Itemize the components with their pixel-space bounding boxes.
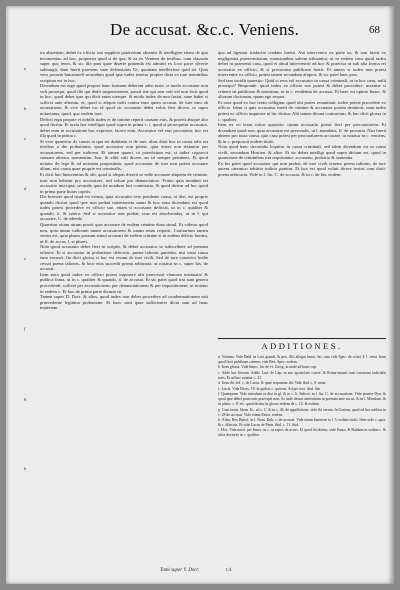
paragraph: Et dicit hoc Innocentius & alii, quod si aliquis dixerit se velle accusare aliquem de crimine, tunc non habetur pro accusatore, sed solum pro denunciatore. Primo quia nondum est accusatio inscripta; secundo quia ita nondum fuit contestatio, & quod dicitur ad hoc quod in prima parte huius capitis. (40, 172, 208, 194)
paragraph: Dic breviter quod istud est verum, quia accusatio vero pendente causa, ut dixi, est proprie quando dicitur quod ipse non probat intentionem suam & hoc casu dicendum est quod iudex potest procedere ex officio suo, etiam si accusator deficiat, ut in c. qualiter & quando, ii. & cetera. Sed si accusator non probat, reus est absolvendus, ut in l. qui accusare, C. de edendo. (40, 194, 208, 222)
margin-mark: h (24, 466, 27, 471)
page-header (6, 20, 394, 48)
paragraph: Tamen super D. Doct. & alios, quod iudex non debet procedere ad condemnationem nisi praecedente legitima probatione. Et haec sunt quae sufficienter dicta sunt ad hanc materiam. (40, 294, 208, 311)
marginal-notes (24, 66, 36, 526)
addition-text: Item glossa. Vide Innoc. hic de vi. Giorg. in inale ad hunc cap. (221, 365, 317, 370)
addition-item (218, 418, 386, 428)
addition-letter: h (218, 418, 220, 423)
margin-mark: c (24, 136, 26, 141)
addition-text: Cum iustis. Idem. Ec. ad c. C. & in c. 46. de appellatione. vide ibi verum. In Gratian. quod ad hoc additur in c. 28 de accusat. Vide etiam Panor. eodem. (218, 407, 386, 417)
addition-text: Lucia. Vide Decis. 19. in quibus c. quirens. Ad per text. ibid. Sin. (221, 386, 321, 391)
addition-item (218, 392, 386, 407)
addition-letter: g (218, 407, 220, 412)
left-text-column (40, 50, 208, 311)
paragraph: Nota quod haec decretalis loquitur in causa criminali, sed idem dicendum est in causa civili, secundum Hostien. & alios. Et sic debet intelligi quod supra dictum est, quod in quaestione de criminibus tria requiruntur: accusatio, probatio & sententia. (218, 144, 386, 161)
signature-mark: t 4 (226, 568, 232, 573)
running-head: De accusat. &c.c. Veniens. (110, 20, 300, 39)
additions-heading: ADDITIONES. (261, 341, 343, 351)
addition-letter: f (218, 392, 220, 397)
margin-mark: e (24, 256, 26, 261)
addition-item (218, 408, 386, 418)
addition-item (218, 381, 386, 386)
paragraph: tra absentem, debet ex officio suo supplere praeterium absentis & intelligere etiam de quo incomentur, ad hoc, propterea quod si de qua, & ea ex Veniens de testibus. cum clausula super quo tenet, & sic illa pars quae diserte ponenda est admitti ex loco parte diverte subiungit, dum fuerit praesens suae defensionis Ut, quoniam intellexisse quid sit. Quia vero possent huiusmodi secundum quod ipse iudex tenetur propter dicta ex iure nominibus scriptum est in hoc. (40, 50, 208, 83)
book-page (6, 6, 394, 584)
addition-letter: e (218, 386, 220, 391)
addition-item (218, 428, 386, 438)
paragraph: Deficit ergo proprie et nobilis iudex et de ratione reperit causam eius, & poterit absque alio quod dicitur. Et iuxta hoc intelligas quod supra in prima c. i. quod si prosequitur accusator, debet eum in accusatione hoc expresse, facere eum. Accusator vel eius procurator, hoc est illa quod in prima c. (40, 116, 208, 139)
margin-mark: g (24, 396, 27, 401)
addition-item (218, 355, 386, 365)
paragraph: Item nota quod iudex ex officio potest inquirere ubi praecessit clamosa insinuatio & publica fama, ut in c. qualiter & quando, ii. de accusat. Et sic patet quod tria sunt genera procedendi, scilicet per accusationem, per denunciationem & per inquisitionem, ut notatur in eodem c. Et hoc de prima parte dictum sit. (40, 271, 208, 294)
margin-mark: b (24, 106, 27, 111)
paragraph: Nota quod accusatio debet fieri in scriptis, & debet accusator se subscribere ad poenam talionis. Et si accusator in probatione defecerit, poena talionis punietur, nisi iusta causa eum excuset. Ita dicit glossa et hoc est verum de iure civili. Sed de iure canonico hodie cessat poena talionis, & loco eius succedit poena arbitraria, ut notatur in c. super his, de accusat. (40, 244, 208, 272)
margin-mark: f (24, 326, 26, 331)
addition-text: Hoc. Vide notat. per Innoc. in c. ut super, de accus. Et quod ibi dicitur, vide Panor. & Baldum in eodem c. & alios doctores in c. qualiter. (218, 428, 386, 438)
margin-mark: a (24, 66, 27, 71)
addition-text: Item dic vid. c. de Lucia. & quae sequuntur ibi. Vide ibid. c. 8. notat. (221, 381, 327, 386)
folio-number: 68 (369, 24, 380, 36)
addition-item (218, 387, 386, 392)
paragraph: Si vero quaeritur de causis in qua est dubitatio et de iure, alius dixit hoc in causa talis est testibus a die probationis, quod accusator non potest, quia testes non testantur per accusatorem, sed per iudicem. Et tamen quaeri, ut praedictum est, si iudex cognovit causam alterius nominatim, Iust. & alibi vult dicere, an sit semper pertinens. Et quod notatur de lege & ad nostrum propositum, quod accusator de iure non potest accusare alium, nisi causa quae proprie est criminalis. (40, 138, 208, 172)
addition-text: Adde hoc literam. Addit. Lud. de Cap. in suo apostolato carere. & Roma-narum cum caesarum iudicialis iuris. Et ad hoc notatur c. 25. (218, 370, 386, 380)
addition-text: Quanquam. Vide interdum ut dixi in gl. & in c. li. Salicet. in l. fin. C. de accusatione. Vide praeter Dyn. & quod ipse debet praeconis praecepti non. Ac inde dicunt sententiam in poenam ante accus. & in l. Mundum. & in pleno. c. 8. etc. quod dicitur in glossa eodem de c. 12. & eodem. (218, 392, 386, 407)
paragraph: Quaeritur etiam utrum possit quis accusare de eodem crimine duos simul. Et videtur quod non, quia unum iudicium unum accusatorem & unum reum requirit. Contrarium tamen verius est, quia plures possunt simul accusari de eodem crimine si in eodem delicto fuerint, ut ff. de accus. l. si plures. (40, 221, 208, 244)
addition-item (218, 365, 386, 370)
addition-letter: b (218, 365, 220, 370)
paragraph: Sed iam incidit quaestio: Quid si reus vel accusator in causa criminali, ut in hoc casu, nolit prosequi? Responde: quod iudex ex officio suo potest & debet procedere, maxime si crimen sit publicum & notorium, ut in c. evidentia de accusat. Et haec est opinio Innoc. & aliorum doctorum, quam ego sequor. (218, 77, 386, 100)
catchword: Tomi super V. Decr. (160, 568, 200, 573)
paragraph: qua ad ligentur traductre credam furent. Aut intervenire ex parte eo, & non fuerit ex negligentia praetermissum, mansionibus saltem tribuantur, ut in eodem casu quod iudex debet in praesenti casu, quod ei aliud intervenerit ad hoc & praecisa ut sub alia forma rei accusatio ex officio, & si procuratur publicum fuerit. Et tamen si iudex non potest intervenire ex officio, potest tamen secundum aliquos, & sic patet haec pars. (218, 50, 386, 78)
paragraph: Et nota quod ex hoc textu colligitur quod ubi partes renuntiant, iudex potest procedere ex officio. Idem si quis accusatus fuerit de crimine & accusator postea destiterit, nam iudex potest ex officio inquirere ut hic dicitur. Alii tamen dicunt contrarium, & hoc dicit glossa in c. qualiter. (218, 99, 386, 122)
additions-list (218, 355, 386, 439)
paragraph: Item ex eo textu oritur quaestio: utrum accusatio possit fieri per procuratorem. Et dicendum quod non, quia accusatio est personalis, ut l. mandatis, ff. de procurat. Nisi fuerit absens pro iusta causa, quo casu potest per procuratorem accusare, ut notatur in c. veniens, & in c. proposuit eodem titulo. (218, 122, 386, 144)
addition-text: Alias. Rex Bartol. in l. Nam. Dub. c. de accusat. Vide etiam Iasonem in l. 3. eodem titulo. Item vide c. quia. & c. dilectus. Et vide Lucas de Penn. ibid. c. 11. ibid. (218, 418, 386, 427)
right-text-column (218, 50, 386, 178)
paragraph: Ex his patet quod accusator qui non probat, de iure civili tenetur poena talionis, de iure autem canonico arbitrio iudicis punitur. Et hoc est quod voluit dicere textus cum dixit: poena arbitraria. Vide in l. fin. C. de accusat. & in c. de his, eodem. (218, 160, 386, 178)
addition-letter: i (218, 428, 220, 433)
addition-letter: c (218, 370, 220, 375)
section-divider (218, 338, 386, 339)
addition-letter: d (218, 381, 220, 386)
addition-item (218, 371, 386, 381)
addition-letter: a (218, 355, 220, 359)
addition-text: Veniens. Vide Bald. in Lexi grandi, & peu. Alii allegat Innoc. hic cum vide Spec. de crimi. § 1. versi. Item quod licet publicum crimen, vide Rex. Spec. eodem. (218, 355, 386, 364)
margin-mark: d (24, 186, 27, 191)
paragraph: Dicendum est ergo quod propter hanc formam deberent adeo iuste, si modo accusator non vult prosequi, quod ille qui dedit suspensionem, possit iste qui non vult vel non facit quod in hoc, quod debet ipse qui dicit enim uterque. Si modo iudex de uno faciat, sane habet si scilicet ante alterum, et, quod si aliquis nolit contra eum quem accusat, de iure eam ab accusatione, & sive debet ius id quod sic accusatio debet vobis fieri dicere, ut supra notavimus, quod, quo eodem iure. (40, 83, 208, 117)
